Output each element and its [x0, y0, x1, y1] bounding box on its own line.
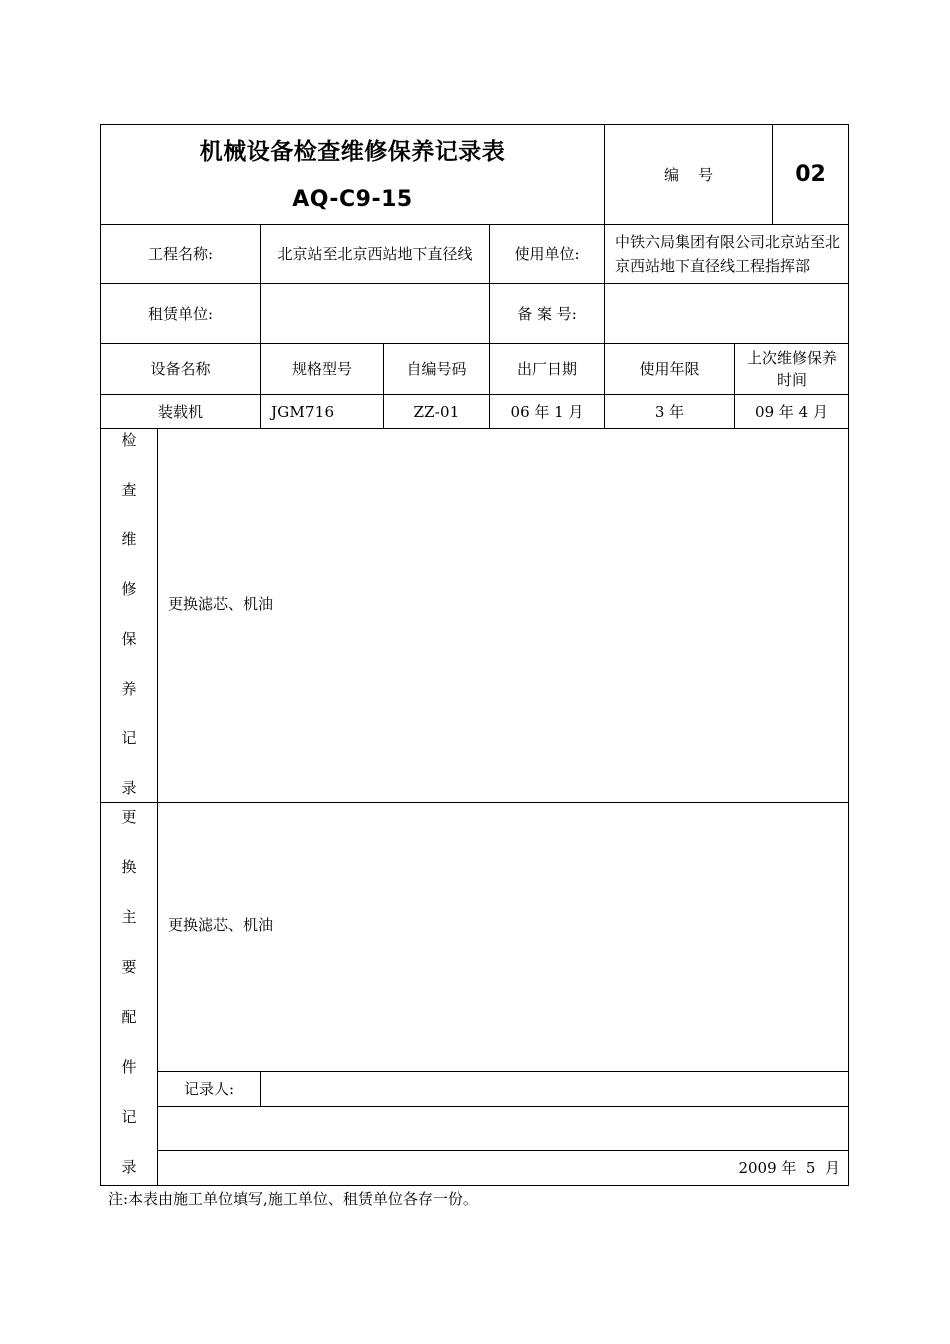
inspection-label-char-4: 修 — [121, 580, 137, 599]
form-code: AQ-C9-15 — [292, 187, 413, 212]
parts-label-char-6: 件 — [121, 1058, 137, 1076]
equipment-number: ZZ-01 — [413, 402, 460, 421]
parts-content: 更换滤芯、机油 — [168, 916, 274, 934]
parts-label-char-1: 更 — [121, 808, 137, 826]
inspection-label-char-7: 记 — [121, 729, 137, 748]
recorder-label: 记录人: — [183, 1080, 235, 1098]
row-divider-5 — [100, 428, 849, 429]
serial-label: 编 号 — [663, 165, 714, 184]
last-maintenance-date: 09 年 4 月 — [755, 402, 828, 421]
equipment-name: 装载机 — [157, 402, 203, 421]
service-life: 3 年 — [654, 402, 685, 421]
parts-label-char-4: 要 — [121, 958, 137, 976]
inspection-label-char-1: 检 — [121, 431, 137, 449]
equipment-model: JGM716 — [271, 402, 335, 421]
user-unit-label: 使用单位: — [514, 245, 580, 263]
inspection-content: 更换滤芯、机油 — [168, 595, 274, 613]
parts-label-char-7: 记 — [121, 1108, 137, 1126]
footer-note: 注:本表由施工单位填写,施工单位、租赁单位各存一份。 — [108, 1190, 478, 1208]
equipment-header-model: 规格型号 — [291, 360, 352, 378]
user-unit-value: 中铁六局集团有限公司北京站至北京西站地下直径线工程指挥部 — [615, 233, 841, 275]
inspection-label-char-5: 保 — [121, 629, 137, 648]
equipment-header-name: 设备名称 — [150, 360, 211, 378]
parts-section-label — [101, 808, 157, 1176]
lessor-label: 租赁单位: — [147, 304, 214, 323]
inspection-label-char-3: 维 — [121, 530, 137, 549]
inspection-section-label — [101, 431, 157, 797]
project-name-label: 工程名称: — [147, 245, 214, 263]
manufacture-date: 06 年 1 月 — [510, 402, 584, 421]
inspection-label-char-8: 录 — [121, 778, 137, 797]
record-number-label: 备 案 号: — [517, 304, 577, 323]
equipment-header-service-life: 使用年限 — [639, 360, 700, 378]
inspection-label-char-2: 查 — [121, 480, 137, 499]
equipment-header-number: 自编号码 — [406, 360, 467, 378]
equipment-header-last-maintenance: 上次维修保养时间 — [746, 349, 837, 389]
recorder-value — [261, 1072, 848, 1106]
serial-value: 02 — [795, 161, 826, 187]
record-number-value — [605, 284, 848, 343]
lessor-value — [261, 284, 489, 343]
parts-label-char-2: 换 — [121, 858, 137, 876]
record-date: 2009 年 5 月 — [738, 1159, 840, 1177]
equipment-header-manufacture-date: 出厂日期 — [516, 360, 577, 378]
parts-label-char-5: 配 — [121, 1008, 137, 1026]
form-title: 机械设备检查维修保养记录表 — [199, 139, 506, 165]
project-name-value: 北京站至北京西站地下直径线 — [277, 245, 473, 263]
row-divider-6 — [100, 802, 849, 803]
parts-label-char-3: 主 — [121, 908, 137, 926]
parts-label-char-8: 录 — [121, 1158, 137, 1176]
inspection-label-char-6: 养 — [121, 679, 137, 698]
